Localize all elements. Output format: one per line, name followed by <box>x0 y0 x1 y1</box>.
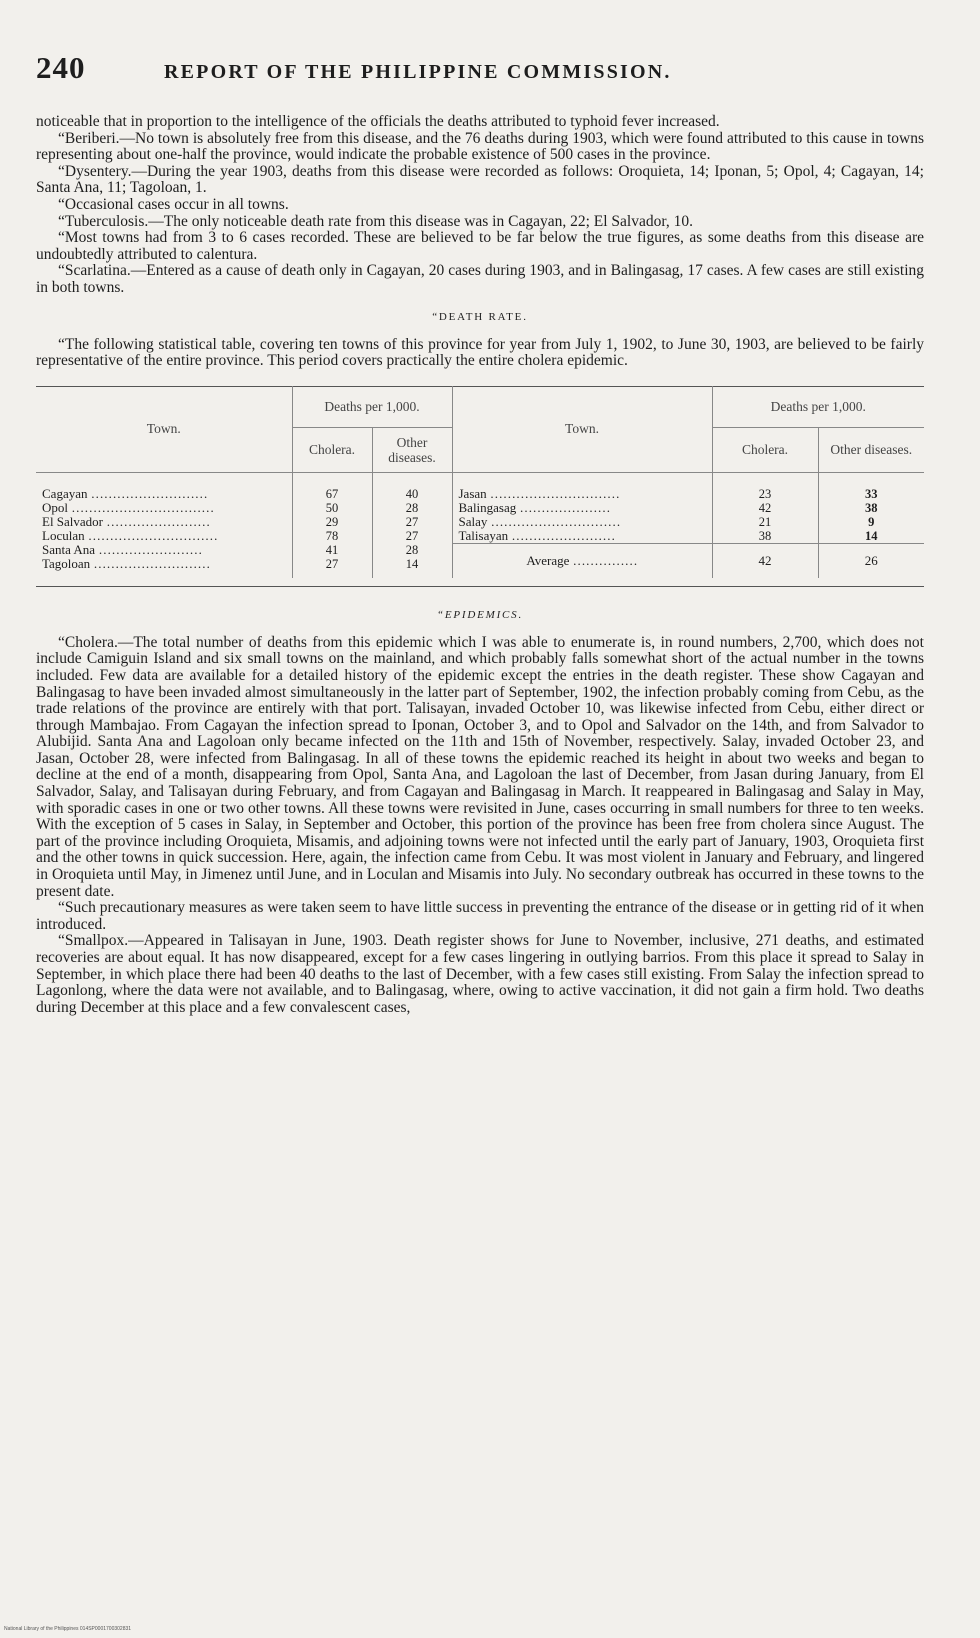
right-town-names: Jasan ………………………… Balingasag ………………… Salay ………………………… Talisayan …………………… <box>452 472 712 543</box>
average-other: 26 <box>818 543 924 578</box>
right-other-values: 33 38 9 14 <box>818 472 924 543</box>
table-header-cholera-right: Cholera. <box>712 427 818 472</box>
paragraph-tuberculosis: “Tuberculosis.—The only noticeable death rate from this disease was in Cagayan, 22; El Salvador, 10. <box>58 212 694 230</box>
paragraph-statistical-table: “The following statistical table, covering ten towns of this province for year from July 1, 1902, to June 30, 1903, are believed to be fairly representative of the entire province. This period covers practically the entire cholera epidemic. <box>36 335 924 370</box>
right-cholera-values: 23 42 21 38 <box>712 472 818 543</box>
table-header-deaths-right: Deaths per 1,000. <box>712 386 924 427</box>
page-content <box>36 50 924 1016</box>
table-header-other-left: Other diseases. <box>372 427 452 472</box>
paragraph-beriberi: “Beriberi.—No town is absolutely free from this disease, and the 76 deaths during 1903, which were found attributed to this cause in towns representing about one-half the province, would indicate the probable existence of 500 cases in the province. <box>36 129 924 164</box>
paragraph-precautionary: “Such precautionary measures as were taken seem to have little success in preventing the entrance of the disease or in getting rid of it when introduced. <box>36 899 924 933</box>
running-title: REPORT OF THE PHILIPPINE COMMISSION. <box>164 61 672 83</box>
table-header-deaths-left: Deaths per 1,000. <box>292 386 452 427</box>
paragraph-scarlatina: “Scarlatina.—Entered as a cause of death only in Cagayan, 20 cases during 1903, and in Balingasag, 17 cases. A few cases are still existing in both towns. <box>36 262 924 296</box>
table-header-town-left: Town. <box>36 386 292 472</box>
left-cholera-values: 67 50 29 78 41 27 <box>292 472 372 578</box>
table-header-cholera-left: Cholera. <box>292 427 372 472</box>
left-other-values: 40 28 27 27 28 14 <box>372 472 452 578</box>
page-header <box>36 50 924 86</box>
average-cholera: 42 <box>712 543 818 578</box>
table-header-town-right: Town. <box>452 386 712 472</box>
death-rate-table <box>36 386 924 587</box>
table-header-other-right: Other diseases. <box>818 427 924 472</box>
average-label: Average …………… <box>452 543 712 578</box>
death-rate-heading: “DEATH RATE. <box>432 310 528 323</box>
paragraph-occasional: “Occasional cases occur in all towns. <box>58 195 289 213</box>
scan-footer: National Library of the Philippines 014SP0001700302831 <box>4 1626 132 1632</box>
paragraph-smallpox: “Smallpox.—Appeared in Talisayan in June, 1903. Death register shows for June to November, inclusive, 271 deaths, and estimated recoveries are about equal. It has now disappeared, except for a few cases lingering in outlying barrios. From this place it spread to Salay in September, in which place there had been 40 deaths to the last of December, with a few cases still existing. From Salay the infection spread to Lagonlong, where the data were not available, and to Balingasag, where, owing to active vaccination, it did not gain a firm hold. Two deaths during December at this place and a few convalescent cases, <box>36 932 924 1016</box>
paragraph-typhoid: noticeable that in proportion to the intelligence of the officials the deaths attributed to typhoid fever increased. <box>36 113 720 130</box>
paragraph-dysentery: “Dysentery.—During the year 1903, deaths from this disease were recorded as follows: Oroquieta, 14; Iponan, 5; Opol, 4; Cagayan, 14; Santa Ana, 11; Tagoloan, 1. <box>36 162 924 197</box>
page-number: 240 <box>36 50 86 85</box>
paragraph-cholera: “Cholera.—The total number of deaths from this epidemic which I was able to enumerate is, in round numbers, 2,700, which does not include Camiguin Island and six small towns on the mainland, and which probably falls somewhat short of the actual number in the towns included. Few data are available for a detailed history of the epidemic except the entries in the death register. These show Cagayan and Balingasag to have been invaded almost simultaneously in the latter part of September, 1902, the infection probably coming from Cebu, as the trade relations of the province are entirely with that port. Talisayan, invaded October 10, was likewise infected from Cebu, either direct or through Mambajao. From Cagayan the infection spread to Iponan, October 3, and to Opol and Salvador on the 14th, and from Salvador to Alubijid. Santa Ana and Lagoloan only became infected on the 11th and 15th of November, respectively. Salay, invaded October 23, and Jasan, October 28, were infected from Balingasag. In all of these towns the epidemic reached its height in about two weeks and began to decline at the end of a month, disappearing from Opol, Santa Ana, and Lagoloan the last of December, from Jasan during January, from El Salvador, Salay, and Talisayan during February, and from Cagayan and Balingasag in March. It reappeared in Balingasag and Salay in May, with sporadic cases in one or two other towns. All these towns were revisited in June, cases occurring in small numbers for three to ten weeks. With the exception of 5 cases in Salay, in September and October, this portion of the province has been free from cholera since August. The part of the province including Oroquieta, Misamis, and adjoining towns were not infected until the early part of January, 1903, Oroquieta first and the other towns in quick succession. Here, again, the infection came from Cebu. It was most violent in January and February, and lingered in Oroquieta until May, in Jimenez until June, and in Loculan and Misamis into July. No secondary outbreak has occurred in these towns to the present date. <box>36 633 924 900</box>
epidemics-heading: “EPIDEMICS. <box>436 608 524 621</box>
left-town-names: Cagayan ……………………… Opol …………………………… El Salvador …………………… Loculan ………………………… Santa Ana …………………… Tagoloan ……………………… <box>42 485 218 571</box>
paragraph-most-towns: “Most towns had from 3 to 6 cases recorded. These are believed to be far below the true figures, as some deaths from this disease are undoubtedly attributed to calentura. <box>36 229 924 263</box>
